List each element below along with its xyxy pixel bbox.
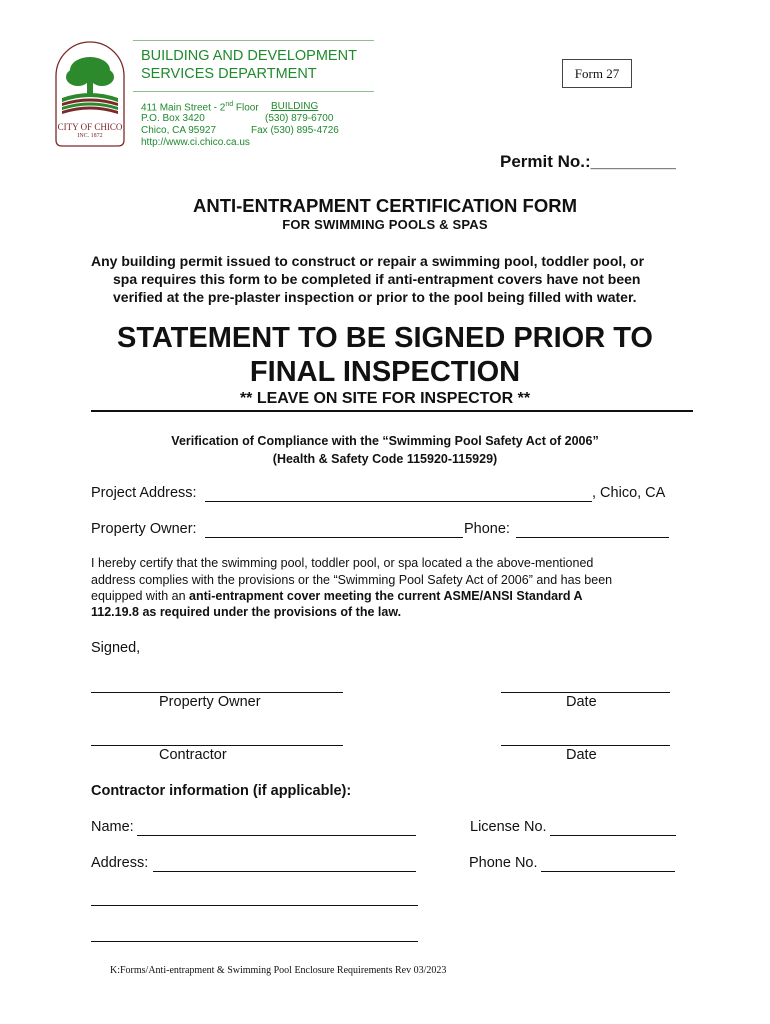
project-address-label: Project Address: [91, 485, 197, 501]
contractor-phone-input[interactable] [541, 871, 675, 872]
contractor-address-input-line3[interactable] [91, 941, 418, 942]
contractor-address-label: Address: [91, 855, 149, 871]
certification-line-2: address complies with the provisions or the “Swimming Pool Safety Act of 2006” and has been [91, 573, 613, 587]
contractor-info-heading: Contractor information (if applicable): [91, 783, 352, 799]
intro-line-1: Any building permit issued to construct or repair a swimming pool, toddler pool, or [91, 253, 645, 269]
certification-line-3: equipped with an anti-entrapment cover meeting the current ASME/ANSI Standard A [91, 589, 583, 603]
project-address-city: , Chico, CA [592, 485, 666, 501]
certification-line-1: I hereby certify that the swimming pool, toddler pool, or spa located a the above-mentioned [91, 556, 594, 570]
department-name-line2: SERVICES DEPARTMENT [141, 66, 317, 82]
contractor-signature-line[interactable] [91, 745, 343, 746]
header-bottom-rule [133, 91, 374, 92]
contractor-phone-label: Phone No. [469, 855, 538, 871]
form-number-box: Form 27 [562, 59, 632, 88]
phone-label: Phone: [464, 521, 510, 537]
owner-date-line[interactable] [501, 692, 670, 693]
contractor-signature-label: Contractor [159, 747, 227, 763]
contractor-date-line[interactable] [501, 745, 670, 746]
contractor-name-label: Name: [91, 819, 134, 835]
form-subtitle: FOR SWIMMING POOLS & SPAS [282, 217, 488, 232]
leave-on-site-note: ** LEAVE ON SITE FOR INSPECTOR ** [239, 390, 531, 407]
property-owner-label: Property Owner: [91, 521, 197, 537]
city-seal-logo [50, 40, 130, 148]
address-line: 411 Main Street - 2nd Floor [141, 101, 259, 114]
certification-line-4: 112.19.8 as required under the provisions of the law. [91, 605, 402, 619]
contractor-address-input[interactable] [153, 871, 416, 872]
property-owner-input[interactable] [205, 537, 463, 538]
phone-input[interactable] [516, 537, 669, 538]
statement-heading-line2: FINAL INSPECTION [249, 356, 521, 388]
statement-heading-line1: STATEMENT TO BE SIGNED PRIOR TO [116, 322, 653, 354]
contractor-name-input[interactable] [137, 835, 416, 836]
verification-line-2: (Health & Safety Code 115920-115929) [272, 452, 498, 466]
license-number-label: License No. [470, 819, 547, 835]
logo-city-text: CITY OF CHICO [57, 122, 123, 132]
fax-number: Fax (530) 895-4726 [251, 125, 339, 136]
logo-inc-text: INC. 1872 [77, 133, 103, 139]
department-name-line1: BUILDING AND DEVELOPMENT [141, 48, 357, 64]
form-title: ANTI-ENTRAPMENT CERTIFICATION FORM [192, 195, 577, 216]
po-box: P.O. Box 3420 [141, 113, 205, 124]
footer-file-path: K:Forms/Anti-entrapment & Swimming Pool Enclosure Requirements Rev 03/2023 [110, 965, 447, 976]
permit-number-field[interactable]: Permit No.:_________ [500, 152, 676, 171]
license-number-input[interactable] [550, 835, 676, 836]
property-owner-signature-line[interactable] [91, 692, 343, 693]
header-top-rule [133, 40, 374, 41]
project-address-input[interactable] [205, 501, 592, 502]
city-state-zip: Chico, CA 95927 [141, 125, 217, 136]
signed-label: Signed, [91, 640, 141, 656]
contractor-address-input-line2[interactable] [91, 905, 418, 906]
phone-number: (530) 879-6700 [265, 113, 334, 124]
section-divider [91, 410, 693, 412]
intro-line-3: verified at the pre-plaster inspection or prior to the pool being filled with water. [113, 289, 637, 305]
property-owner-signature-label: Property Owner [159, 694, 261, 710]
website-link[interactable]: http://www.ci.chico.ca.us [141, 137, 250, 148]
building-label: BUILDING [271, 101, 319, 112]
contractor-date-label: Date [566, 747, 597, 763]
intro-line-2: spa requires this form to be completed if anti-entrapment covers have not been [113, 271, 641, 287]
verification-line-1: Verification of Compliance with the “Swimming Pool Safety Act of 2006” [171, 434, 599, 448]
owner-date-label: Date [566, 694, 597, 710]
